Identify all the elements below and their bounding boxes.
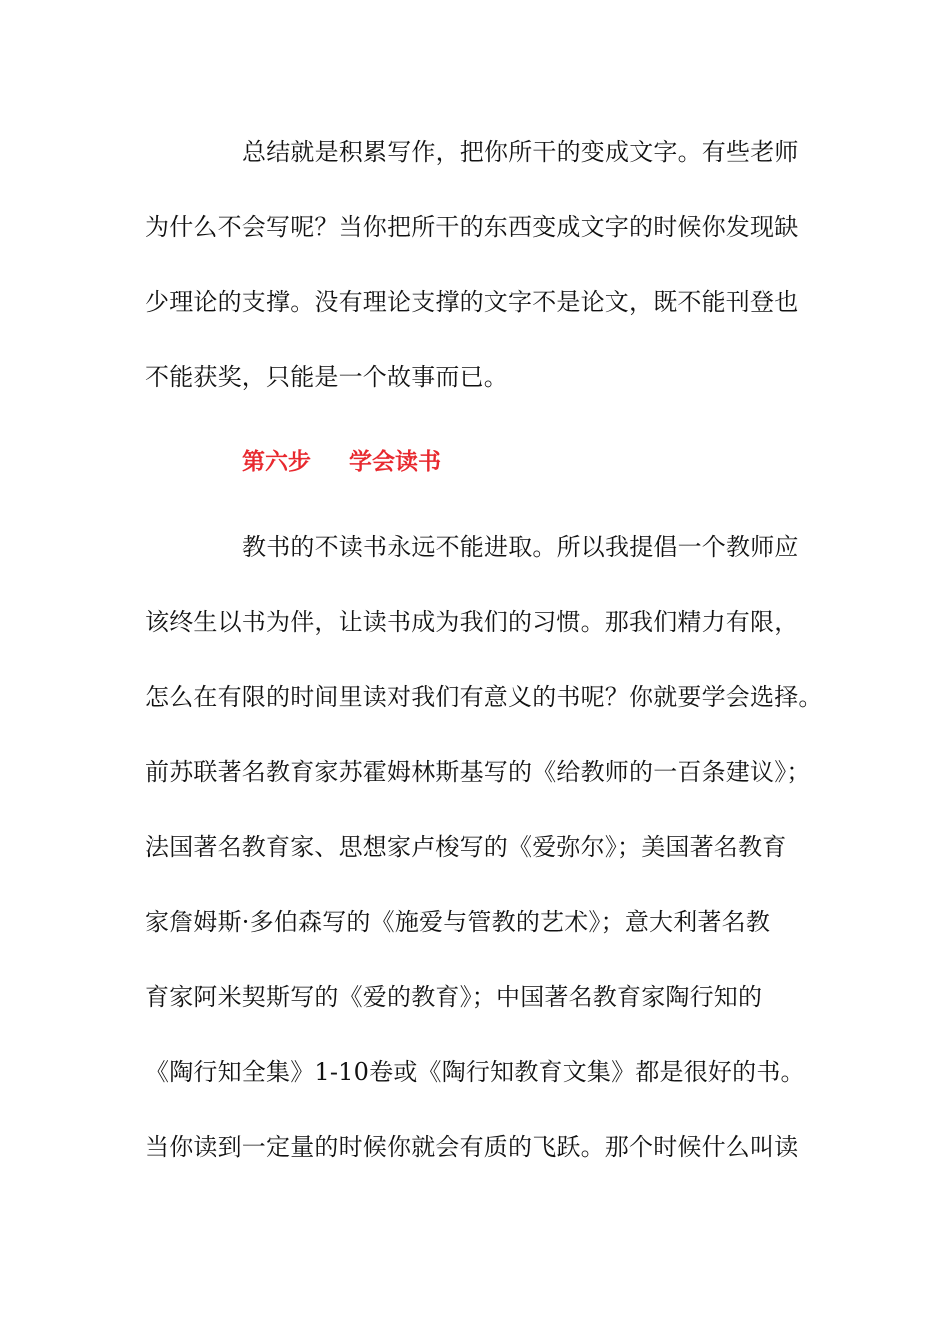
paragraph-line: 为什么不会写呢？当你把所干的东西变成文字的时候你发现缺: [145, 213, 799, 241]
paragraph-line: 法国著名教育家、思想家卢梭写的《爱弥尔》；美国著名教育: [145, 833, 787, 861]
heading-step: 第六步: [242, 449, 311, 475]
paragraph-line: 前苏联著名教育家苏霍姆林斯基写的《给教师的一百条建议》；: [145, 758, 811, 786]
paragraph-line: 该终生以书为伴，让读书成为我们的习惯。那我们精力有限，: [145, 608, 799, 636]
heading-title: 学会读书: [349, 449, 441, 475]
paragraph-line: 当你读到一定量的时候你就会有质的飞跃。那个时候什么叫读: [145, 1133, 799, 1161]
section-heading: [242, 442, 441, 482]
paragraph-line: 家詹姆斯·多伯森写的《施爱与管教的艺术》；意大利著名教: [145, 908, 771, 936]
paragraph-line: 少理论的支撑。没有理论支撑的文字不是论文，既不能刊登也: [145, 288, 799, 316]
paragraph-line: 育家阿米契斯写的《爱的教育》；中国著名教育家陶行知的: [145, 983, 763, 1011]
paragraph-line: 《陶行知全集》1-10卷或《陶行知教育文集》都是很好的书。: [145, 1058, 805, 1086]
paragraph-line: 教书的不读书永远不能进取。所以我提倡一个教师应: [242, 533, 799, 561]
paragraph-line: 不能获奖，只能是一个故事而已。: [145, 363, 508, 391]
paragraph-line: 怎么在有限的时间里读对我们有意义的书呢？你就要学会选择。: [145, 683, 823, 711]
paragraph-line: 总结就是积累写作，把你所干的变成文字。有些老师: [242, 138, 799, 166]
